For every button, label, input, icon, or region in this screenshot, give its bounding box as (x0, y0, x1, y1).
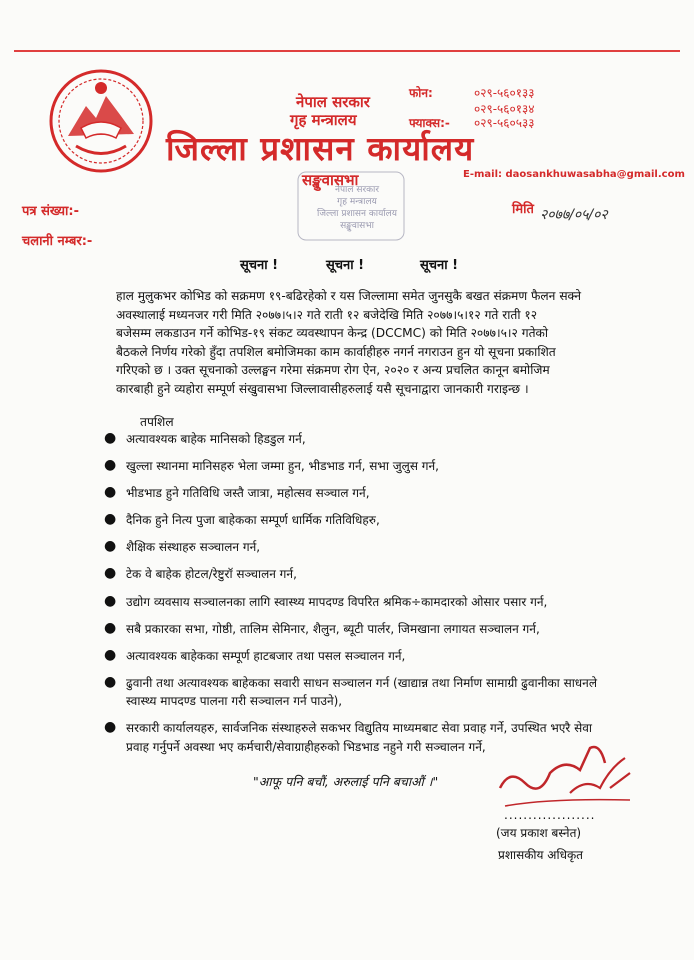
list-item (104, 593, 604, 612)
body-line: गरिएको छ । उक्त सूचनाको उल्लङ्घन गरेमा संक्रमण रोग ऐन, २०२० र अन्य प्रचलित कानून बमोजिम (116, 363, 550, 378)
notice-heading-3: सूचना ! (420, 258, 459, 273)
list-item (104, 484, 604, 503)
phone-number-2: ०२९-५६०१३४ (474, 102, 535, 116)
signatory-title: प्रशासकीय अधिकृत (498, 848, 584, 862)
tapasil-label: तपशिल (140, 415, 174, 429)
list-item-text: दैनिक हुने नित्य पुजा बाहेकका सम्पूर्ण धार्मिक गतिविधिहरु, (126, 513, 380, 528)
list-item-text: अत्यावश्यक बाहेक मानिसको हिडडुल गर्न, (126, 432, 306, 446)
bullet-icon: ● (104, 619, 117, 636)
phone-number-1: ०२९-५६०१३३ (474, 86, 535, 100)
bullet-icon: ● (104, 457, 117, 474)
list-item-text: सरकारी कार्यालयहरु, सार्वजनिक संस्थाहरुले सकभर विद्युतिय माध्यमबाट सेवा प्रवाह गर्ने, उपस्थित भएरै सेवा प्रवाह गर्नुपर्ने अवस्था भए कर्मचारी/सेवाग्राहीहरुको भिडभाड नहुने गरी सञ्चालन गर्ने, (126, 721, 593, 754)
list-item (104, 430, 604, 449)
ministry-name: गृह मन्त्रालय (290, 111, 357, 129)
body-line: अवस्थालाई मध्यनजर गरी मिति २०७७।५।२ गते राती १२ बजेदेखि मिति २०७७।५।१२ गते राती १२ (116, 307, 538, 322)
phone-label: फोन: (409, 86, 433, 100)
bullet-icon: ● (104, 511, 117, 528)
list-item-text: शैक्षिक संस्थाहरु सञ्चालन गर्न, (126, 540, 261, 555)
list-item-text: उद्योग व्यवसाय सञ्चालनका लागि स्वास्थ्य मापदण्ड विपरित श्रमिक÷कामदारको ओसार पसार गर्न, (126, 594, 548, 609)
nepal-emblem-icon (46, 66, 156, 176)
signatory-name: (जय प्रकाश बस्नेत) (496, 826, 582, 840)
notice-heading-1: सूचना ! (240, 258, 279, 273)
notice-heading-2: सूचना ! (326, 258, 365, 273)
bullet-icon: ● (104, 646, 117, 663)
body-line: बैठकले निर्णय गरेको हुँदा तपशिल बमोजिमका काम कार्वाहीहरु नगर्न नगराउन हुन यो सूचना प्रकाशित (116, 344, 556, 359)
body-line: बजेसम्म लकडाउन गर्ने कोभिड-१९ संकट व्यवस्थापन केन्द्र (DCCMC) को मिति २०७७।५।२ गतेको (116, 326, 549, 341)
district-name: सङ्खुवासभा (302, 171, 359, 189)
letter-number-label: पत्र संख्या:- (22, 204, 79, 219)
list-item (104, 538, 604, 557)
list-item (104, 620, 604, 639)
bullet-icon: ● (104, 719, 117, 736)
government-name: नेपाल सरकार (296, 93, 370, 111)
list-item (104, 457, 604, 476)
body-line: हाल मुलुकभर कोभिड को सक्रमण १९-बढिरहेको र यस जिल्लामा समेत जुनसुकै बखत संक्रमण फैलन सक्ने (116, 289, 582, 303)
bullet-icon: ● (104, 565, 117, 582)
list-item (104, 647, 604, 666)
list-item (104, 565, 604, 584)
fax-label: फ्याक्स:- (409, 116, 450, 130)
bullet-icon: ● (104, 430, 117, 446)
top-border-line (14, 50, 680, 52)
list-item-text: अत्यावश्यक बाहेकका सम्पूर्ण हाटबजार तथा पसल सञ्चालन गर्न, (126, 648, 406, 663)
stamp-line-3: जिल्ला प्रशासन कार्यालय (317, 209, 397, 219)
fax-number: ०२९-५६०५३३ (474, 116, 535, 130)
date-label: मिति (512, 202, 534, 217)
bullet-icon: ● (104, 484, 117, 501)
stamp-line-2: गृह मन्त्रालय (337, 197, 377, 207)
stamp-text (312, 184, 402, 232)
list-item-text: टेक वे बाहेक होटल/रेष्टुरॉ सञ्चालन गर्न, (126, 567, 297, 582)
list-item (104, 511, 604, 530)
slogan: "आफू पनि बचौं, अरुलाई पनि बचाऔं ।" (253, 774, 439, 789)
bullet-icon: ● (104, 673, 117, 690)
body-line: कारबाही हुने व्यहोरा सम्पूर्ण संखुवासभा जिल्लावासीहरुलाई यसै सूचनाद्वारा जानकारी गराइन्छ । (116, 381, 529, 396)
dispatch-number-label: चलानी नम्बर:- (22, 234, 93, 249)
list-item-text: ढुवानी तथा अत्यावश्यक बाहेकका सवारी साधन सञ्चालन गर्न (खाद्यान्न तथा निर्माण सामाग्री ढुवानीका साधनले स्वास्थ्य मापदण्ड पालना गरी सञ्चालन गर्न पाउने), (126, 675, 597, 709)
bullet-icon: ● (104, 592, 117, 609)
date-value: २०७७/०५/०२ (540, 207, 608, 223)
notice-body (116, 287, 598, 399)
list-item-text: खुल्ला स्थानमा मानिसहरु भेला जम्मा हुन, भीडभाड गर्न, सभा जुलुस गर्न, (126, 459, 439, 474)
signature-dots: ................... (504, 808, 596, 822)
office-title: जिल्ला प्रशासन कार्यालय (166, 129, 475, 168)
restriction-list (104, 430, 604, 765)
stamp-line-1: नेपाल सरकार (334, 185, 380, 195)
handwritten-signature (490, 718, 640, 818)
bullet-icon: ● (104, 538, 117, 555)
list-item-text: भीडभाड हुने गतिविधि जस्तै जात्रा, महोत्सव सञ्चाल गर्न, (126, 486, 370, 501)
office-email: E-mail: daosankhuwasabha@gmail.com (463, 169, 685, 180)
list-item (104, 674, 604, 711)
stamp-line-4: सङ्खुवासभा (340, 221, 374, 231)
list-item-text: सबै प्रकारका सभा, गोष्ठी, तालिम सेमिनार, शैलुन, ब्यूटी पार्लर, जिमखाना लगायत सञ्चालन गर्न, (126, 621, 540, 636)
